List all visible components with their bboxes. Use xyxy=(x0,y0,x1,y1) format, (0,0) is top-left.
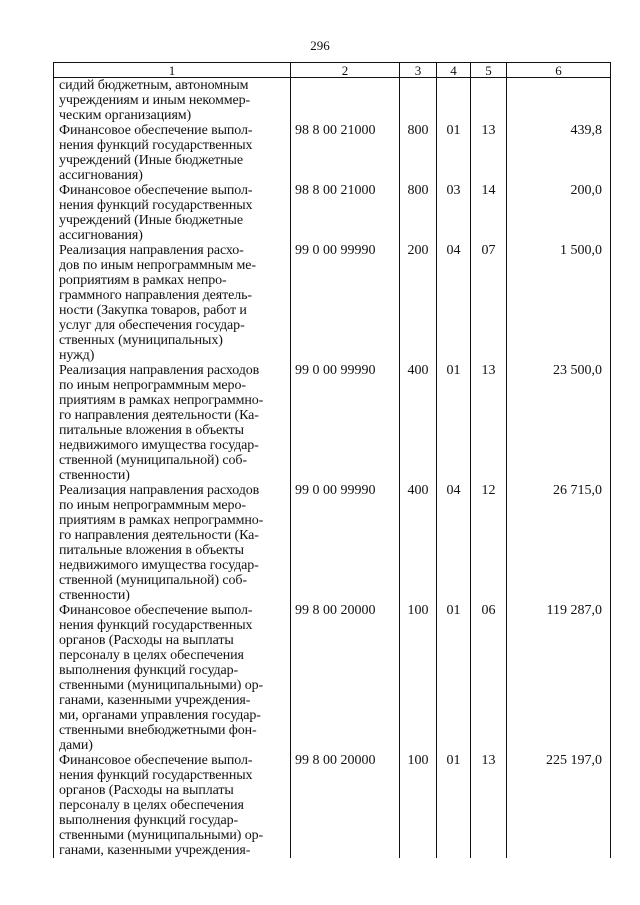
subsection-cell: 06 xyxy=(471,603,507,753)
amount-cell: 439,8 xyxy=(507,123,611,183)
header-col-3: 3 xyxy=(400,63,437,78)
expense-name-line: ственности) xyxy=(59,468,130,483)
expense-name-line: ассигнования) xyxy=(59,168,143,183)
subsection-cell: 13 xyxy=(471,123,507,183)
amount-cell: 26 715,0 xyxy=(507,483,611,603)
amount-cell: 119 287,0 xyxy=(507,603,611,753)
expense-name-cell xyxy=(54,753,291,858)
expense-name-line: ственности) xyxy=(59,588,130,603)
expense-name-cell xyxy=(54,78,291,124)
expense-name-line: органов (Расходы на выплаты xyxy=(59,633,234,648)
expense-name-line: выполнения функций государ- xyxy=(59,813,239,828)
expense-name-line: приятиям в рамках непрограммно- xyxy=(59,393,264,408)
expense-name-line: нужд) xyxy=(59,348,95,363)
section-cell: 04 xyxy=(437,243,471,363)
amount-cell xyxy=(507,78,611,124)
expense-name-line: ственной (муниципальной) соб- xyxy=(59,573,247,588)
expense-name-line: персоналу в целях обеспечения xyxy=(59,648,244,663)
expense-name-line: роприятиям в рамках непро- xyxy=(59,273,227,288)
expense-name-cell xyxy=(54,243,291,363)
expense-name-line: го направления деятельности (Ка- xyxy=(59,408,259,423)
amount-cell: 200,0 xyxy=(507,183,611,243)
expense-name-line: по иным непрограммным меро- xyxy=(59,498,246,513)
expense-name-line: учреждений (Иные бюджетные xyxy=(59,153,243,168)
table-row xyxy=(54,243,611,363)
expense-name-line: учреждений (Иные бюджетные xyxy=(59,213,243,228)
expense-name-line: Реализация направления расходов xyxy=(59,363,260,378)
expense-name-line: учреждениям и иным некоммер- xyxy=(59,93,251,108)
expense-name-line: Финансовое обеспечение выпол- xyxy=(59,753,253,768)
section-cell: 04 xyxy=(437,483,471,603)
expense-name-line: дов по иным непрограммным ме- xyxy=(59,258,256,273)
expense-type-cell: 400 xyxy=(400,363,437,483)
header-col-2: 2 xyxy=(291,63,400,78)
subsection-cell: 14 xyxy=(471,183,507,243)
table-row xyxy=(54,753,611,858)
expense-name-line: дами) xyxy=(59,738,93,753)
expense-name-line: недвижимого имущества государ- xyxy=(59,438,259,453)
table-row xyxy=(54,603,611,753)
expense-name-line: питальные вложения в объекты xyxy=(59,543,244,558)
header-row xyxy=(54,63,611,78)
table-row xyxy=(54,363,611,483)
expense-name-line: органов (Расходы на выплаты xyxy=(59,783,234,798)
section-cell: 01 xyxy=(437,603,471,753)
expense-name-line: ственными внебюджетными фон- xyxy=(59,723,257,738)
expense-name-line: по иным непрограммным меро- xyxy=(59,378,246,393)
expense-name-line: ми, органами управления государ- xyxy=(59,708,261,723)
program-code-cell: 99 0 00 99990 xyxy=(291,483,400,603)
program-code-cell: 99 0 00 99990 xyxy=(291,363,400,483)
expense-name-cell xyxy=(54,123,291,183)
table-row xyxy=(54,123,611,183)
expense-name-line: нения функций государственных xyxy=(59,618,253,633)
header-col-1: 1 xyxy=(54,63,291,78)
program-code-cell: 99 0 00 99990 xyxy=(291,243,400,363)
expense-name-line: недвижимого имущества государ- xyxy=(59,558,259,573)
expense-name-line: нения функций государственных xyxy=(59,198,253,213)
section-cell xyxy=(437,78,471,124)
expense-name-line: Финансовое обеспечение выпол- xyxy=(59,603,253,618)
expense-type-cell: 100 xyxy=(400,753,437,858)
section-cell: 01 xyxy=(437,123,471,183)
program-code-cell: 98 8 00 21000 xyxy=(291,123,400,183)
expense-type-cell: 200 xyxy=(400,243,437,363)
expense-name-line: сидий бюджетным, автономным xyxy=(59,78,249,93)
expense-type-cell: 100 xyxy=(400,603,437,753)
expense-name-line: Реализация направления расходов xyxy=(59,483,260,498)
subsection-cell xyxy=(471,78,507,124)
header-col-6: 6 xyxy=(507,63,611,78)
expense-name-line: приятиям в рамках непрограммно- xyxy=(59,513,264,528)
expense-name-line: выполнения функций государ- xyxy=(59,663,239,678)
expense-type-cell xyxy=(400,78,437,124)
expense-name-cell xyxy=(54,183,291,243)
expense-name-line: го направления деятельности (Ка- xyxy=(59,528,259,543)
section-cell: 01 xyxy=(437,753,471,858)
expense-name-line: ственными (муниципальными) ор- xyxy=(59,828,264,843)
table-row xyxy=(54,78,611,124)
expense-name-line: нения функций государственных xyxy=(59,768,253,783)
page-number: 296 xyxy=(310,38,330,53)
section-cell: 01 xyxy=(437,363,471,483)
expense-name-line: ческим организациям) xyxy=(59,108,192,123)
expense-name-line: питальные вложения в объекты xyxy=(59,423,244,438)
expense-name-line: ственными (муниципальными) ор- xyxy=(59,678,264,693)
header-col-4: 4 xyxy=(437,63,471,78)
program-code-cell: 99 8 00 20000 xyxy=(291,603,400,753)
subsection-cell: 13 xyxy=(471,363,507,483)
amount-cell: 1 500,0 xyxy=(507,243,611,363)
program-code-cell xyxy=(291,78,400,124)
expense-name-line: ассигнования) xyxy=(59,228,143,243)
budget-table xyxy=(53,62,611,858)
expense-name-line: ганами, казенными учреждения- xyxy=(59,843,251,858)
expense-name-line: Финансовое обеспечение выпол- xyxy=(59,123,253,138)
expense-name-cell xyxy=(54,363,291,483)
expense-name-line: услуг для обеспечения государ- xyxy=(59,318,245,333)
expense-type-cell: 800 xyxy=(400,123,437,183)
expense-name-line: ности (Закупка товаров, работ и xyxy=(59,303,247,318)
subsection-cell: 12 xyxy=(471,483,507,603)
program-code-cell: 99 8 00 20000 xyxy=(291,753,400,858)
table-row xyxy=(54,483,611,603)
expense-name-cell xyxy=(54,603,291,753)
expense-name-line: ственной (муниципальной) соб- xyxy=(59,453,247,468)
amount-cell: 225 197,0 xyxy=(507,753,611,858)
header-col-5: 5 xyxy=(471,63,507,78)
expense-name-line: ственных (муниципальных) xyxy=(59,333,223,348)
expense-name-line: Финансовое обеспечение выпол- xyxy=(59,183,253,198)
amount-cell: 23 500,0 xyxy=(507,363,611,483)
table-row xyxy=(54,183,611,243)
expense-name-line: ганами, казенными учреждения- xyxy=(59,693,251,708)
subsection-cell: 13 xyxy=(471,753,507,858)
subsection-cell: 07 xyxy=(471,243,507,363)
expense-name-line: граммного направления деятель- xyxy=(59,288,252,303)
program-code-cell: 98 8 00 21000 xyxy=(291,183,400,243)
expense-name-line: Реализация направления расхо- xyxy=(59,243,244,258)
table-body xyxy=(54,78,611,859)
expense-type-cell: 800 xyxy=(400,183,437,243)
expense-name-line: персоналу в целях обеспечения xyxy=(59,798,244,813)
expense-name-line: нения функций государственных xyxy=(59,138,253,153)
section-cell: 03 xyxy=(437,183,471,243)
expense-name-cell xyxy=(54,483,291,603)
expense-type-cell: 400 xyxy=(400,483,437,603)
